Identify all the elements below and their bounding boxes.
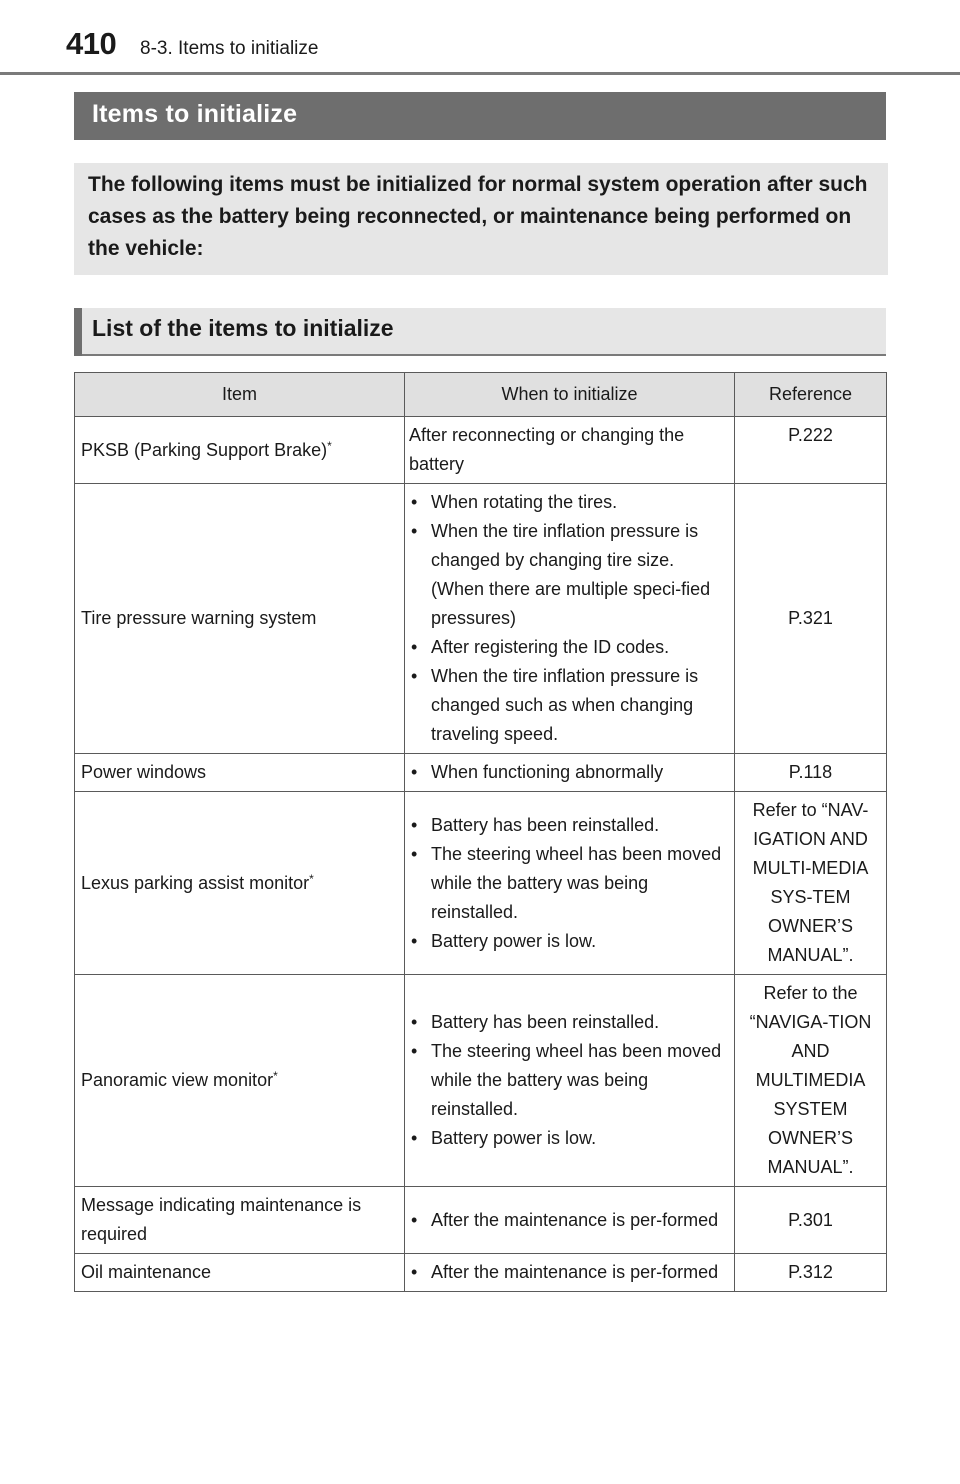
footnote-mark: * — [309, 871, 314, 886]
when-cell — [405, 417, 735, 484]
table-row — [75, 1187, 887, 1254]
initialize-items-table — [74, 372, 887, 1292]
condition-item: • After the maintenance is per-formed — [409, 1258, 728, 1287]
condition-item: • Battery has been reinstalled. — [409, 1008, 728, 1037]
table-row — [75, 975, 887, 1187]
item-name: Message indicating maintenance is required — [81, 1195, 362, 1244]
when-cell — [405, 484, 735, 754]
item-cell — [75, 975, 405, 1187]
table-header-row — [75, 373, 887, 417]
item-name: Power windows — [81, 762, 207, 782]
condition-item: • Battery power is low. — [409, 927, 728, 956]
table-row — [75, 792, 887, 975]
item-name: Tire pressure warning system — [81, 608, 317, 628]
page-title-bar — [74, 92, 886, 140]
reference-cell: P.312 — [735, 1254, 887, 1292]
section-title: List of the items to initialize — [92, 315, 394, 341]
item-name: Panoramic view monitor — [81, 1070, 274, 1090]
condition-list — [409, 1008, 728, 1153]
item-name: Lexus parking assist monitor — [81, 872, 310, 893]
footnote-mark: * — [273, 1069, 278, 1083]
condition-item: • When the tire inflation pressure is changed by changing tire size. (When there are multiple speci-fied pressures) — [409, 517, 728, 633]
item-cell — [75, 484, 405, 754]
reference-cell: P.301 — [735, 1187, 887, 1254]
item-name: Oil maintenance — [81, 1262, 212, 1282]
condition-list — [409, 488, 728, 749]
when-cell — [405, 1254, 735, 1292]
item-name: PKSB (Parking Support Brake) — [81, 439, 328, 460]
reference-cell: Refer to “NAV-IGATION AND MULTI-MEDIA SYS-TEM OWNER’S MANUAL”. — [735, 792, 887, 975]
table-row — [75, 484, 887, 754]
condition-item: • Battery power is low. — [409, 1124, 728, 1153]
reference-cell: Refer to the “NAVIGA-TION AND MULTIMEDIA SYSTEM OWNER’S MANUAL”. — [735, 975, 887, 1187]
reference-cell: P.118 — [735, 754, 887, 792]
item-cell — [75, 792, 405, 975]
chapter-title: 8-3. Items to initialize — [140, 38, 319, 59]
item-cell — [75, 1187, 405, 1254]
condition-item: • When rotating the tires. — [409, 488, 728, 517]
page-title: Items to initialize — [92, 100, 298, 128]
when-cell — [405, 975, 735, 1187]
condition-item: • When functioning abnormally — [409, 758, 728, 787]
reference-cell: P.222 — [735, 417, 887, 484]
condition-list — [409, 758, 728, 787]
reference-cell: P.321 — [735, 484, 887, 754]
column-header-item: Item — [75, 373, 405, 417]
condition-text: After reconnecting or changing the battery — [409, 425, 685, 474]
condition-item: • The steering wheel has been moved while the battery was being reinstalled. — [409, 1037, 728, 1124]
page-number: 410 — [66, 26, 117, 61]
table-body — [75, 417, 887, 1292]
footnote-mark: * — [327, 438, 332, 453]
condition-item: • When the tire inflation pressure is changed such as when changing traveling speed. — [409, 662, 728, 749]
item-cell — [75, 1254, 405, 1292]
table-row — [75, 417, 887, 484]
section-header — [74, 308, 886, 356]
section-accent — [74, 308, 82, 356]
when-cell — [405, 754, 735, 792]
item-cell — [75, 417, 405, 484]
condition-list — [409, 1258, 728, 1287]
intro-box — [74, 163, 888, 275]
column-header-when: When to initialize — [405, 373, 735, 417]
when-cell — [405, 792, 735, 975]
page-header — [0, 0, 960, 74]
condition-list — [409, 1206, 728, 1235]
condition-item: • Battery has been reinstalled. — [409, 811, 728, 840]
condition-item: • After the maintenance is per-formed — [409, 1206, 728, 1235]
condition-item: • The steering wheel has been moved while the battery was being reinstalled. — [409, 840, 728, 927]
table-row — [75, 1254, 887, 1292]
item-cell — [75, 754, 405, 792]
intro-text: The following items must be initialized for normal system operation after such cases as the battery being reconnected, or maintenance being performed on the vehicle: — [88, 173, 868, 260]
column-header-reference: Reference — [735, 373, 887, 417]
condition-list — [409, 811, 728, 956]
when-cell — [405, 1187, 735, 1254]
header-divider — [0, 72, 960, 75]
condition-item: • After registering the ID codes. — [409, 633, 728, 662]
table-row — [75, 754, 887, 792]
